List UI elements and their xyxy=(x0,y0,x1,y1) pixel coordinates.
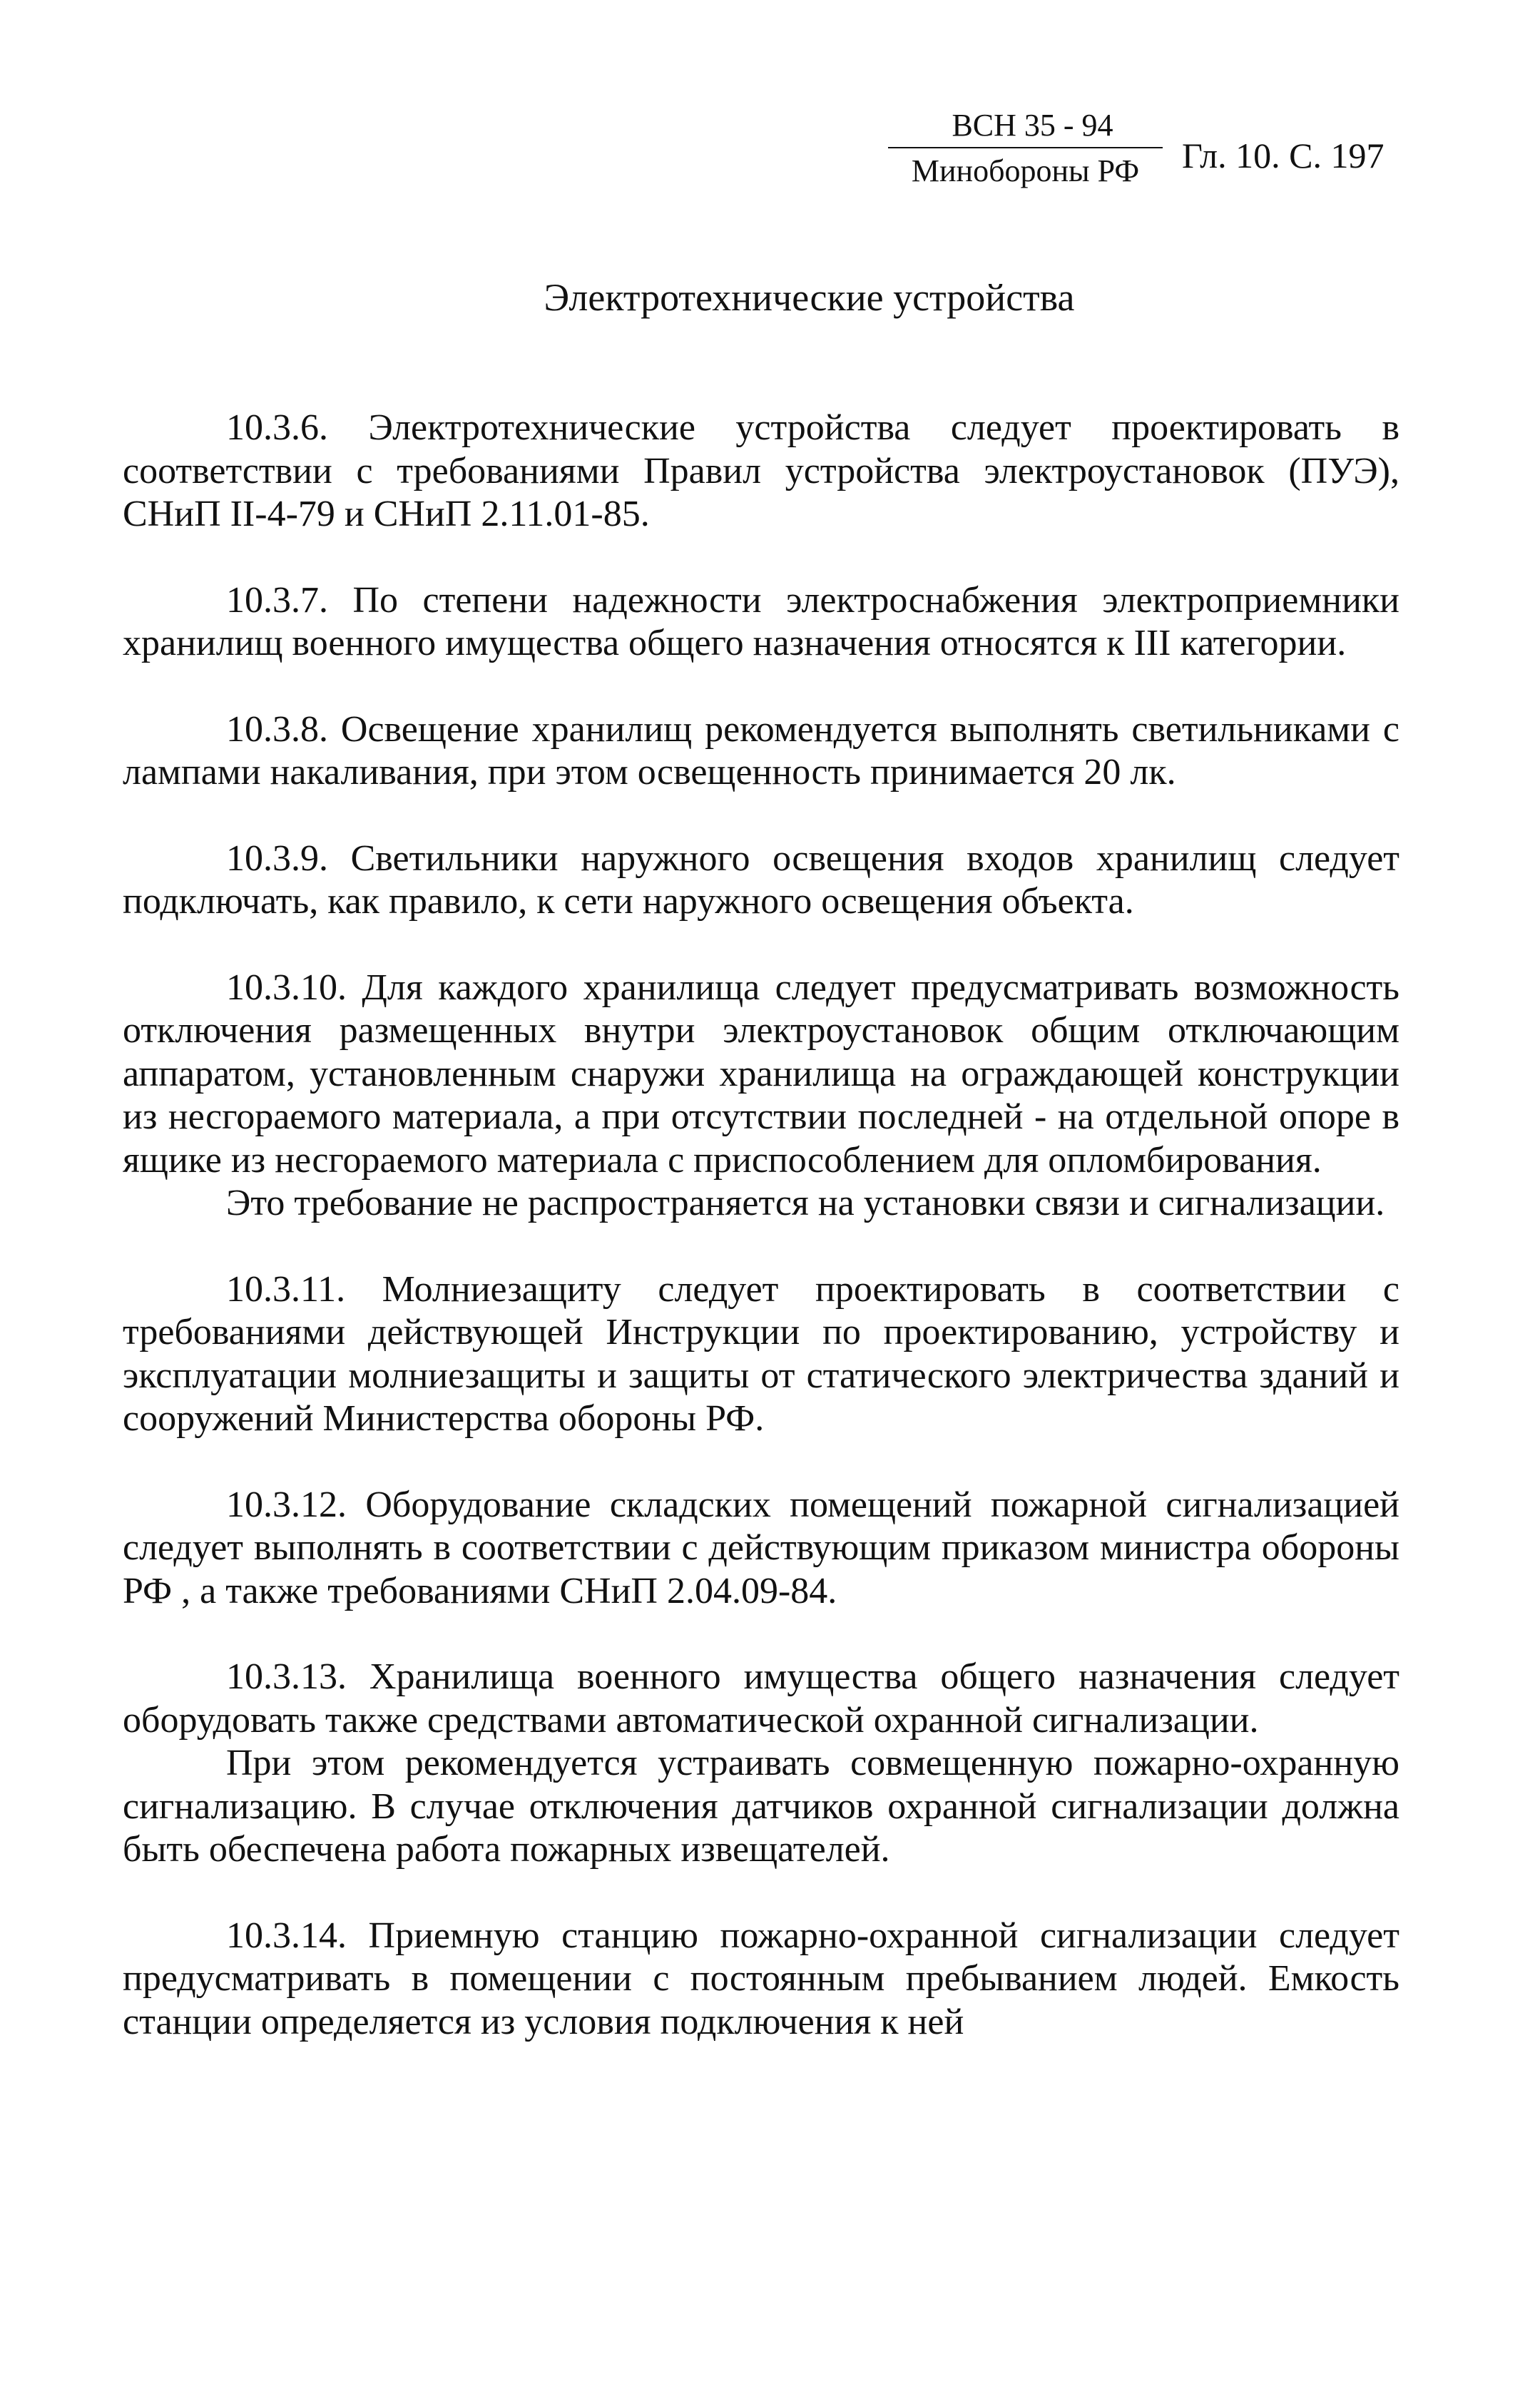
section-title: Электротехнические устройства xyxy=(544,276,1075,319)
paragraph-10-3-10: 10.3.10. Для каждого хранилища следует предусматривать возможность отключения размещенных внутри электроустановок общим отключающим аппаратом, установленным снаружи хранилища на ограждающей конструкции из несгораемого материала, а при отсутствии последней - на отдельной опоре в ящике из несгораемого материала с приспособлением для опломбирования. xyxy=(123,967,1399,1181)
chapter-page-reference: Гл. 10. С. 197 xyxy=(1182,136,1385,175)
paragraph-10-3-11: 10.3.11. Молниезащиту следует проектировать в соответствии с требованиями действующей Инструкции по проектированию, устройству и эксплуатации молниезащиты и защиты от статического электричества зданий и сооружений Министерства обороны РФ. xyxy=(123,1268,1399,1439)
document-code xyxy=(888,107,1163,190)
paragraph-10-3-13: 10.3.13. Хранилища военного имущества общего назначения следует оборудовать также средствами автоматической охранной сигнализации. xyxy=(123,1656,1399,1741)
document-code-issuer: Минобороны РФ xyxy=(911,153,1140,188)
paragraph-10-3-14: 10.3.14. Приемную станцию пожарно-охранной сигнализации следует предусматривать в помещении с постоянным пребыванием людей. Емкость станции определяется из условия подключения к ней xyxy=(123,1915,1399,2042)
document-body xyxy=(123,407,1399,2044)
paragraph-10-3-6: 10.3.6. Электротехнические устройства следует проектировать в соответствии с требованиями Правил устройства электроустановок (ПУЭ), СНиП II-4-79 и СНиП 2.11.01-85. xyxy=(123,407,1399,534)
paragraph-10-3-8: 10.3.8. Освещение хранилищ рекомендуется выполнять светильниками с лампами накаливания, при этом освещенность принимается 20 лк. xyxy=(123,708,1399,793)
paragraph-10-3-7: 10.3.7. По степени надежности электроснабжения электроприемники хранилищ военного имущества общего назначения относятся к III категории. xyxy=(123,579,1399,663)
paragraph-10-3-13-note: При этом рекомендуется устраивать совмещенную пожарно-охранную сигнализацию. В случае отключения датчиков охранной сигнализации должна быть обеспечена работа пожарных извещателей. xyxy=(123,1743,1399,1870)
paragraph-10-3-12: 10.3.12. Оборудование складских помещений пожарной сигнализацией следует выполнять в соответствии с действующим приказом министра обороны РФ , а также требованиями СНиП 2.04.09-84. xyxy=(123,1484,1399,1611)
paragraph-10-3-9: 10.3.9. Светильники наружного освещения входов хранилищ следует подключать, как правило, к сети наружного освещения объекта. xyxy=(123,837,1399,922)
page-header xyxy=(888,107,1459,207)
document-code-number: ВСН 35 - 94 xyxy=(888,107,1163,148)
paragraph-10-3-10-note: Это требование не распространяется на установки связи и сигнализации. xyxy=(226,1183,1385,1223)
